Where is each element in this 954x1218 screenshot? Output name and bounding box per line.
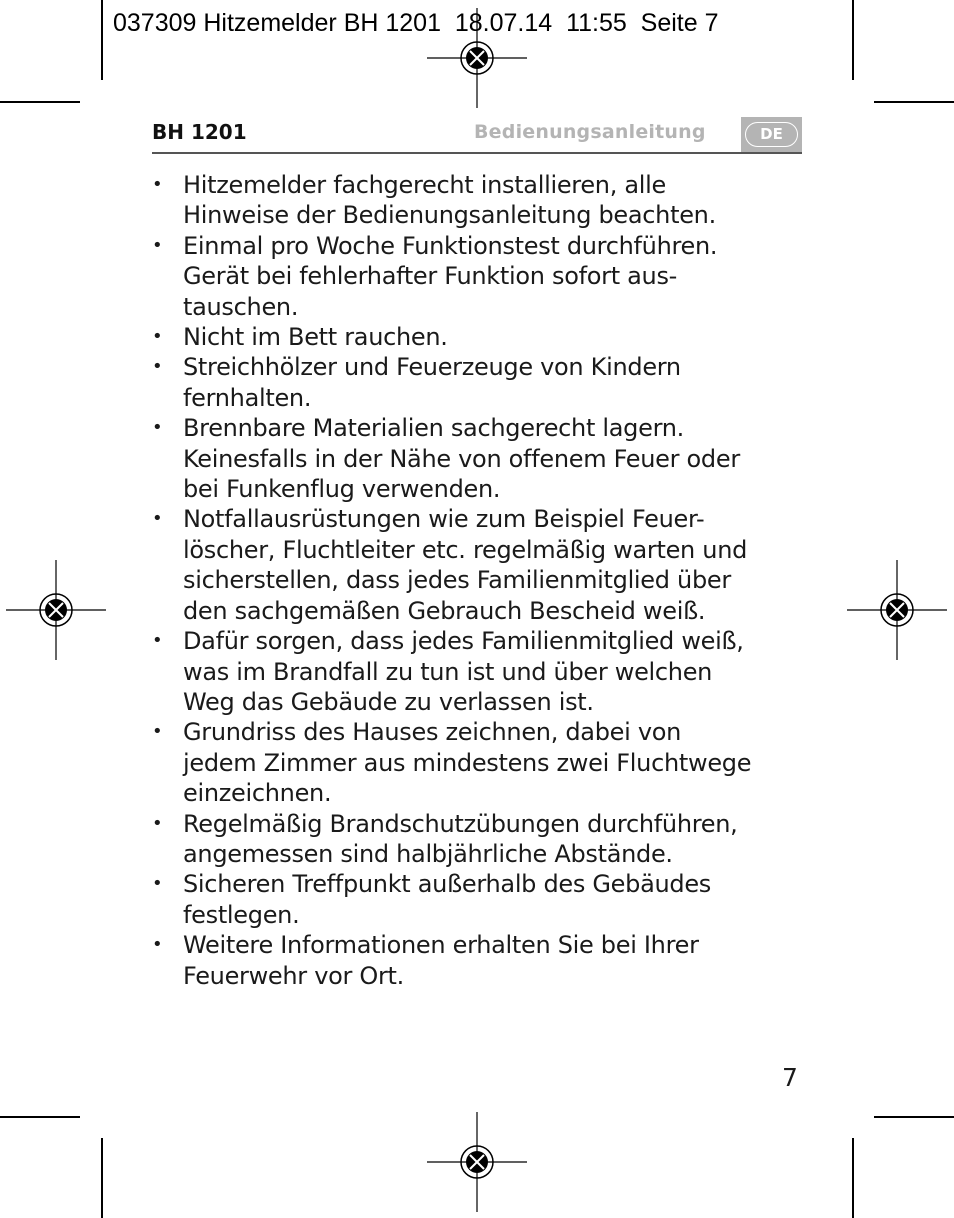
bullet-icon: • [152, 326, 163, 348]
registration-mark-icon [427, 1112, 527, 1212]
bullet-icon: • [152, 873, 163, 895]
list-item [152, 626, 812, 717]
language-badge [741, 117, 802, 152]
bullet-icon: • [152, 174, 163, 195]
page-number: 7 [782, 1063, 798, 1092]
bullet-icon: • [152, 508, 163, 530]
print-slug: 037309 Hitzemelder BH 1201 18.07.14 11:55 Seite 7 [113, 9, 719, 37]
bullet-icon: • [152, 812, 163, 834]
list-item-text: Notfallausrüstungen wie zum Beispiel Feuer- löscher, Fluchtleiter etc. regelmäßig warten und sicherstellen, dass jedes Familienmitglied über den sachgemäßen Gebrauch Bescheid weiß. [183, 505, 748, 625]
list-item [152, 717, 812, 808]
registration-mark-icon [427, 8, 527, 108]
list-item-text: Nicht im Bett rauchen. [183, 323, 448, 352]
registration-mark-icon [847, 560, 947, 660]
bullet-icon: • [152, 630, 163, 652]
bullet-icon: • [152, 417, 163, 439]
list-item [152, 869, 812, 930]
crop-mark-bottom-left-v [101, 1138, 103, 1218]
crop-mark-top-left-v [101, 0, 103, 80]
list-item [152, 809, 812, 870]
registration-mark-icon [6, 560, 106, 660]
crop-mark-top-right-v [852, 0, 854, 80]
header-doc-type: Bedienungsanleitung [474, 121, 706, 143]
list-item [152, 322, 812, 352]
bullet-icon: • [152, 356, 163, 378]
crop-mark-bottom-left-h [0, 1116, 80, 1118]
instruction-list [152, 170, 812, 991]
bullet-icon: • [152, 234, 163, 256]
safety-instructions [152, 170, 812, 991]
list-item-text: Hitzemelder fachgerecht installieren, alle Hinweise der Bedienungsanleitung beachten. [183, 171, 716, 230]
header-rule [152, 152, 802, 154]
list-item-text: Regelmäßig Brandschutzübungen durchführen, angemessen sind halbjährliche Abstände. [183, 809, 738, 868]
list-item [152, 930, 812, 991]
crop-mark-top-right-h [874, 101, 954, 103]
list-item-text: Sicheren Treffpunkt außerhalb des Gebäudes festlegen. [183, 870, 711, 929]
crop-mark-bottom-right-v [852, 1138, 854, 1218]
list-item [152, 170, 812, 231]
list-item-text: Weitere Informationen erhalten Sie bei Ihrer Feuerwehr vor Ort. [183, 931, 699, 990]
list-item-text: Einmal pro Woche Funktionstest durchführen. Gerät bei fehlerhafter Funktion sofort aus- tauschen. [183, 231, 718, 321]
list-item [152, 231, 812, 322]
list-item-text: Streichhölzer und Feuerzeuge von Kindern fernhalten. [183, 353, 681, 412]
bullet-icon: • [152, 721, 163, 743]
crop-mark-bottom-right-h [874, 1116, 954, 1118]
list-item [152, 352, 812, 413]
list-item [152, 504, 812, 626]
bullet-icon: • [152, 934, 163, 956]
list-item-text: Dafür sorgen, dass jedes Familienmitglied weiß, was im Brandfall zu tun ist und über welchen Weg das Gebäude zu verlassen ist. [183, 627, 744, 716]
list-item [152, 413, 812, 504]
language-badge-label: DE [745, 122, 798, 147]
header-model: BH 1201 [152, 120, 247, 144]
crop-mark-top-left-h [0, 101, 80, 103]
list-item-text: Brennbare Materialien sachgerecht lagern. Keinesfalls in der Nähe von offenem Feuer oder bei Funkenflug verwenden. [183, 414, 740, 504]
list-item-text: Grundriss des Hauses zeichnen, dabei von jedem Zimmer aus mindestens zwei Fluchtwege einzeichnen. [183, 718, 752, 808]
